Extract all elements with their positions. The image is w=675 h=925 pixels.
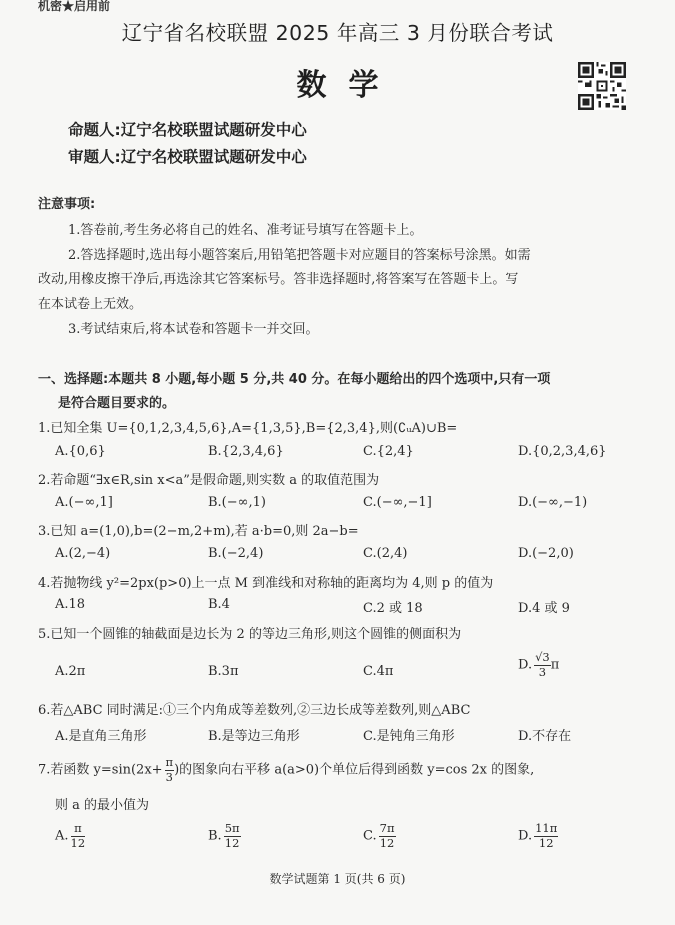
exam-title: 辽宁省名校联盟 2025 年高三 3 月份联合考试 bbox=[121, 21, 554, 45]
question-3-stem: 3.已知 a=(1,0),b=(2−m,2+m),若 a·b=0,则 2a−b= bbox=[38, 524, 359, 539]
q5-option-a: A.2π bbox=[55, 664, 86, 679]
question-4-stem: 4.若抛物线 y²=2px(p>0)上一点 M 到准线和对称轴的距离均为 4,则 p 的值为 bbox=[38, 576, 494, 591]
q3-option-b: B.(−2,4) bbox=[208, 546, 264, 561]
q2-option-d: D.(−∞,−1) bbox=[518, 495, 588, 510]
q2-option-b: B.(−∞,1) bbox=[208, 495, 266, 510]
question-5-stem: 5.已知一个圆锥的轴截面是边长为 2 的等边三角形,则这个圆锥的侧面积为 bbox=[38, 627, 462, 642]
q2-option-a: A.(−∞,1] bbox=[55, 495, 113, 510]
question-6-stem: 6.若△ABC 同时满足:①三个内角成等差数列,②三边长成等差数列,则△ABC bbox=[38, 703, 471, 718]
q1-option-d: D.{0,2,3,4,6} bbox=[518, 444, 607, 459]
q4-option-b: B.4 bbox=[208, 597, 230, 612]
reviewer-line: 审题人:辽宁名校联盟试题研发中心 bbox=[68, 148, 307, 166]
setter-line: 命题人:辽宁名校联盟试题研发中心 bbox=[68, 121, 307, 139]
q3-option-a: A.(2,−4) bbox=[55, 546, 111, 561]
subject-title: 数学 bbox=[296, 68, 401, 103]
q6-option-d: D.不存在 bbox=[518, 729, 572, 744]
section-heading: 一、选择题:本题共 8 小题,每小题 5 分,共 40 分。在每小题给出的四个选项中,只有一项 bbox=[38, 372, 551, 387]
question-7-stem-cont: 则 a 的最小值为 bbox=[55, 798, 150, 813]
q7-option-c: C. $\frac{7\pi}{12}$ bbox=[363, 821, 395, 850]
notice-item: 在本试卷上无效。 bbox=[38, 297, 143, 312]
qr-code-icon bbox=[578, 62, 626, 110]
q1-option-a: A.{0,6} bbox=[55, 444, 106, 459]
notice-item: 3.考试结束后,将本试卷和答题卡一并交回。 bbox=[68, 322, 319, 337]
question-1-stem: 1.已知全集 U={0,1,2,3,4,5,6},A={1,3,5},B={2,3,4},则(∁ᵤA)∪B= bbox=[38, 421, 458, 436]
question-2-stem: 2.若命题“∃x∈R,sin x<a”是假命题,则实数 a 的取值范围为 bbox=[38, 473, 380, 488]
q5-option-d-label: D. bbox=[518, 657, 533, 673]
q1-option-c: C.{2,4} bbox=[363, 444, 414, 459]
page-footer: 数学试题第 1 页(共 6 页) bbox=[269, 872, 406, 886]
q5-option-c: C.4π bbox=[363, 664, 394, 679]
notice-item: 改动,用橡皮擦干净后,再选涂其它答案标号。答非选择题时,将答案写在答题卡上。写 bbox=[38, 272, 519, 287]
notice-item: 1.答卷前,考生务必将自己的姓名、准考证号填写在答题卡上。 bbox=[68, 223, 423, 238]
question-7-stem: 7.若函数 y=sin(2x+ $\frac{\pi}{3}$ )的图象向右平移 a(a>0)个单位后得到函数 y=cos 2x 的图象, bbox=[38, 755, 535, 784]
q1-option-b: B.{2,3,4,6} bbox=[208, 444, 284, 459]
q6-option-b: B.是等边三角形 bbox=[208, 729, 300, 744]
notice-heading: 注意事项: bbox=[38, 197, 96, 212]
q5-option-d: D. $\frac{√3}{3}$ π bbox=[518, 650, 560, 679]
q3-option-d: D.(−2,0) bbox=[518, 546, 574, 561]
q4-option-c: C.2 或 18 bbox=[363, 601, 423, 616]
q7-stem-fraction: $\frac{\pi}{3}$ bbox=[165, 755, 174, 784]
q7-option-b: B. $\frac{5\pi}{12}$ bbox=[208, 821, 240, 850]
q7-option-d: D. $\frac{11\pi}{12}$ bbox=[518, 821, 558, 850]
q6-option-c: C.是钝角三角形 bbox=[363, 729, 455, 744]
q5-option-b: B.3π bbox=[208, 664, 239, 679]
q7-option-a: A. $\frac{\pi}{12}$ bbox=[55, 821, 86, 850]
q6-option-a: A.是直角三角形 bbox=[55, 729, 147, 744]
notice-item: 2.答选择题时,选出每小题答案后,用铅笔把答题卡对应题目的答案标号涂黑。如需 bbox=[68, 248, 531, 263]
q4-option-a: A.18 bbox=[55, 597, 86, 612]
q2-option-c: C.(−∞,−1] bbox=[363, 495, 432, 510]
q4-option-d: D.4 或 9 bbox=[518, 601, 570, 616]
q5-option-d-fraction: $\frac{√3}{3}$ bbox=[535, 650, 550, 679]
confidential-label: 机密★启用前 bbox=[38, 0, 111, 13]
q3-option-c: C.(2,4) bbox=[363, 546, 408, 561]
section-heading-cont: 是符合题目要求的。 bbox=[58, 396, 176, 411]
